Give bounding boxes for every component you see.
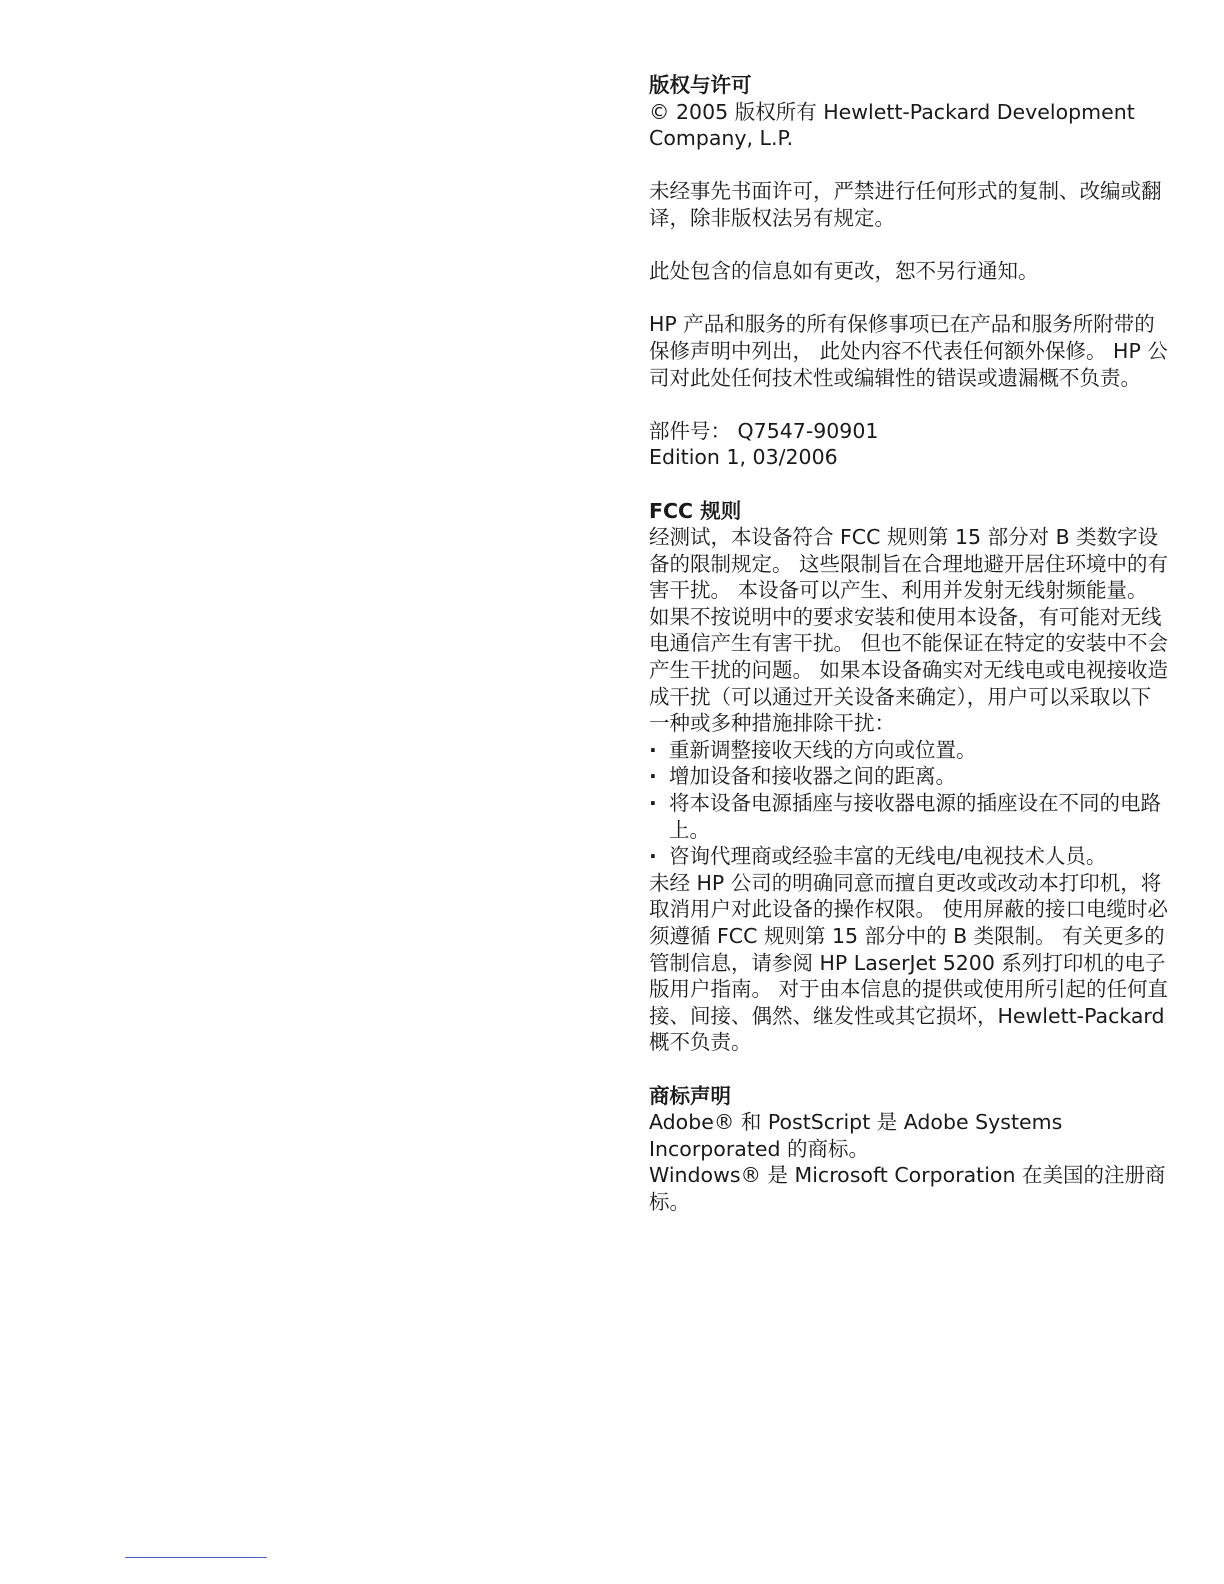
legal-notice-column xyxy=(649,72,1169,1216)
list-item: · 增加设备和接收器之间的距离。 xyxy=(649,763,1169,790)
list-item: · 重新调整接收天线的方向或位置。 xyxy=(649,737,1169,764)
trademarks-section xyxy=(649,1083,1169,1216)
edition: Edition 1, 03/2006 xyxy=(649,445,838,470)
change-notice: 此处包含的信息如有更改，恕不另行通知。 xyxy=(649,259,1039,284)
copyright-section xyxy=(649,72,1169,471)
windows-trademark: Windows® 是 Microsoft Corporation 在美国的注册商标。 xyxy=(649,1163,1166,1214)
copyright-line: © 2005 版权所有 Hewlett-Packard Development Company, L.P. xyxy=(649,99,1135,151)
reproduction-notice: 未经事先书面许可，严禁进行任何形式的复制、改编或翻译，除非版权法另有规定。 xyxy=(649,179,1162,230)
copyright-heading: 版权与许可 xyxy=(649,73,752,97)
adobe-trademark: Adobe® 和 PostScript 是 Adobe Systems Incorporated 的商标。 xyxy=(649,1110,1063,1161)
list-item: · 将本设备电源插座与接收器电源的插座设在不同的电路上。 xyxy=(649,790,1169,843)
part-number: 部件号： Q7547-90901 xyxy=(649,418,879,443)
fcc-closing: 未经 HP 公司的明确同意而擅自更改或改动本打印机，将取消用户对此设备的操作权限。 使用屏蔽的接口电缆时必须遵循 FCC 规则第 15 部分中的 B 类限制。 有关更多的管制信息，请参阅 HP LaserJet 5200 系列打印机的电子版用户指南。 对于由本信息的提供或使用所引起的任何直接、间接、偶然、继发性或其它损坏，Hewlett-Packard 概不负责。 xyxy=(649,870,1169,1055)
trademarks-heading: 商标声明 xyxy=(649,1083,731,1108)
warranty-notice: HP 产品和服务的所有保修事项已在产品和服务所附带的保修声明中列出， 此处内容不代表任何额外保修。 HP 公司对此处任何技术性或编辑性的错误或遗漏概不负责。 xyxy=(649,312,1168,390)
fcc-intro: 经测试，本设备符合 FCC 规则第 15 部分对 B 类数字设备的限制规定。 这些限制旨在合理地避开居住环境中的有害干扰。 本设备可以产生、利用并发射无线射频能量。 如果不按说明中的要求安装和使用本设备，有可能对无线电通信产生有害干扰。 但也不能保证在特定的安装中不会产生干扰的问题。 如果本设备确实对无线电或电视接收造成干扰（可以通过开关设备来确定），用户可以采取以下一种或多种措施排除干扰： xyxy=(649,525,1169,736)
fcc-measures-list xyxy=(649,737,1169,870)
fcc-section xyxy=(649,498,1169,1056)
list-item: · 咨询代理商或经验丰富的无线电/电视技术人员。 xyxy=(649,843,1169,870)
footer-rule xyxy=(125,1557,267,1558)
fcc-heading: FCC 规则 xyxy=(649,498,742,523)
